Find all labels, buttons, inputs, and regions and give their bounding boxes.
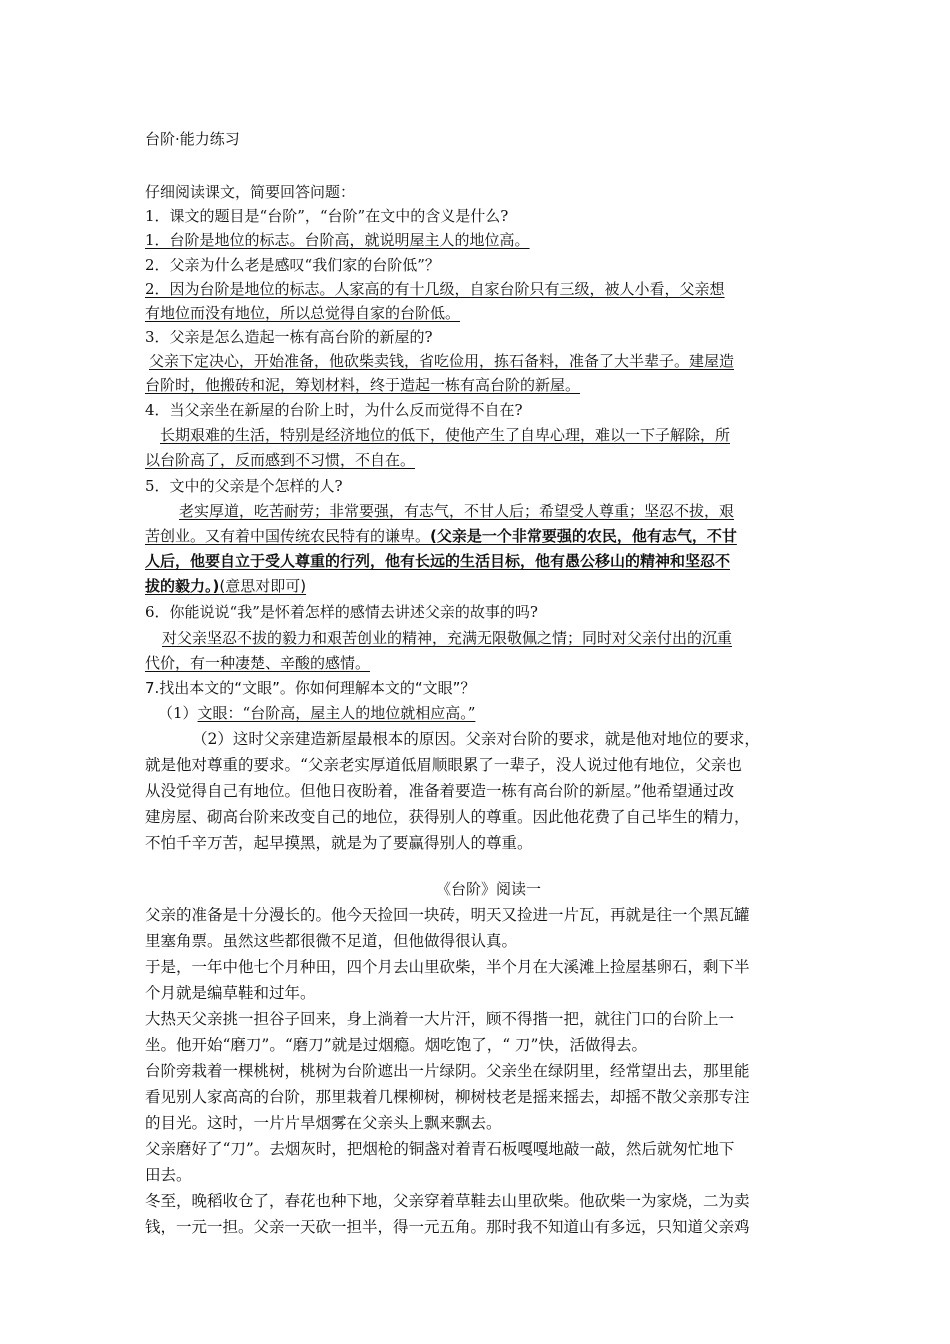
answer-6-line-2: 代价，有一种凄楚、辛酸的感情。 bbox=[145, 654, 371, 672]
reading-line: 台阶旁栽着一棵桃树，桃树为台阶遮出一片绿阴。父亲坐在绿阴里，经常望出去，那里能 bbox=[145, 1062, 750, 1080]
question-7: 7.找出本文的“文眼”。你如何理解本文的“文眼”？ bbox=[145, 679, 476, 697]
answer-7-part-2-line-1: （2）这时父亲建造新屋最根本的原因。父亲对台阶的要求，就是他对地位的要求， bbox=[192, 730, 760, 748]
question-6: 6．你能说说“我”是怀着怎样的感情去讲述父亲的故事的吗? bbox=[145, 603, 538, 621]
answer-5-note: (意思对即可) bbox=[219, 577, 307, 595]
reading-line: 父亲磨好了“刀”。去烟灰时，把烟枪的铜盏对着青石板嘎嘎地敲一敲，然后就匆忙地下 bbox=[145, 1140, 735, 1158]
question-2: 2．父亲为什么老是感叹“我们家的台阶低”？ bbox=[145, 256, 440, 274]
answer-2-line-2: 有地位而没有地位，所以总觉得自家的台阶低。 bbox=[145, 304, 461, 322]
answer-6-line-1: 对父亲坚忍不拔的毅力和艰苦创业的精神，充满无限敬佩之情；同时对父亲付出的沉重 bbox=[162, 629, 733, 647]
instruction-text: 仔细阅读课文，简要回答问题： bbox=[145, 183, 356, 201]
answer-7-part-1 bbox=[158, 701, 475, 725]
answer-5-line-2 bbox=[145, 524, 737, 548]
reading-line: 坐。他开始“磨刀”。“磨刀”就是过烟瘾。烟吃饱了，“ 刀”快，活做得去。 bbox=[145, 1036, 647, 1054]
answer-5-bold-end: 拔的毅力。) bbox=[145, 577, 220, 595]
reading-line: 的目光。这时，一片片旱烟雾在父亲头上飘来飘去。 bbox=[145, 1114, 502, 1132]
answer-3-line-1: 父亲下定决心，开始准备，他砍柴卖钱，省吃俭用，拣石备料，准备了大半辈子。建屋造 bbox=[149, 352, 735, 370]
reading-line: 个月就是编草鞋和过年。 bbox=[145, 984, 316, 1002]
answer-7-part-1-prefix: （1） bbox=[158, 704, 198, 722]
reading-line: 看见别人家高高的台阶，那里栽着几棵柳树，柳树枝老是摇来摇去，却摇不散父亲那专注 bbox=[145, 1088, 750, 1106]
question-5: 5．文中的父亲是个怎样的人? bbox=[145, 477, 343, 495]
answer-7-part-2-line-3: 从没觉得自己有地位。但他日夜盼着，准备着要造一栋有高台阶的新屋。”他希望通过改 bbox=[145, 782, 735, 800]
answer-4-line-1: 长期艰难的生活，特别是经济地位的低下，使他产生了自卑心理，难以一下子解除，所 bbox=[160, 426, 731, 444]
answer-7-part-2-line-4: 建房屋、砌高台阶来改变自己的地位，获得别人的尊重。因此他花费了自己毕生的精力， bbox=[145, 808, 750, 826]
answer-7-part-2-line-2: 就是他对尊重的要求。“父亲老实厚道低眉顺眼累了一辈子，没人说过他有地位，父亲也 bbox=[145, 756, 742, 774]
answer-5-line-1: 老实厚道，吃苦耐劳；非常要强，有志气，不甘人后；希望受人尊重；坚忍不拔，艰 bbox=[179, 502, 735, 520]
question-4: 4．当父亲坐在新屋的台阶上时，为什么反而觉得不自在? bbox=[145, 401, 523, 419]
reading-line: 于是，一年中他七个月种田，四个月去山里砍柴，半个月在大溪滩上捡屋基卵石，剩下半 bbox=[145, 958, 750, 976]
reading-line: 田去。 bbox=[145, 1166, 192, 1184]
question-1: 1．课文的题目是“台阶”，“台阶”在文中的含义是什么? bbox=[145, 207, 509, 225]
answer-2-line-1: 2．因为台阶是地位的标志。人家高的有十几级，自家台阶只有三级，被人小看，父亲想 bbox=[145, 280, 725, 298]
answer-1: 1．台阶是地位的标志。台阶高，就说明屋主人的地位高。 bbox=[145, 231, 530, 249]
answer-7-part-2-line-5: 不怕千辛万苦，起早摸黑，就是为了要赢得别人的尊重。 bbox=[145, 834, 533, 852]
reading-line: 冬至，晚稻收仓了，春花也种下地，父亲穿着草鞋去山里砍柴。他砍柴一为家烧，二为卖 bbox=[145, 1192, 750, 1210]
answer-5-line-4 bbox=[145, 574, 306, 598]
answer-5-text: 苦创业。又有着中国传统农民特有的谦卑。 bbox=[145, 527, 431, 545]
answer-7-part-1-text: 文眼：“台阶高，屋主人的地位就相应高。” bbox=[197, 704, 476, 722]
question-3: 3．父亲是怎么造起一栋有高台阶的新屋的? bbox=[145, 328, 433, 346]
reading-line: 里塞角票。虽然这些都很微不足道，但他做得很认真。 bbox=[145, 932, 518, 950]
answer-5-bold-text: (父亲是一个非常要强的农民，他有志气，不甘 bbox=[430, 527, 737, 545]
reading-line: 钱，一元一担。父亲一天砍一担半，得一元五角。那时我不知道山有多远，只知道父亲鸡 bbox=[145, 1218, 750, 1236]
answer-4-line-2: 以台阶高了，反而感到不习惯，不自在。 bbox=[145, 451, 416, 469]
section-heading: 《台阶》阅读一 bbox=[436, 880, 542, 898]
reading-line: 大热天父亲挑一担谷子回来，身上淌着一大片汗，顾不得揩一把，就往门口的台阶上一 bbox=[145, 1010, 735, 1028]
page-title: 台阶·能力练习 bbox=[145, 130, 240, 148]
answer-5-line-3: 人后，他要自立于受人尊重的行列，他有长远的生活目标，他有愚公移山的精神和坚忍不 bbox=[145, 552, 731, 570]
answer-3-line-2: 台阶时，他搬砖和泥，筹划材料，终于造起一栋有高台阶的新屋。 bbox=[145, 376, 581, 394]
reading-line: 父亲的准备是十分漫长的。他今天捡回一块砖，明天又捡进一片瓦，再就是往一个黑瓦罐 bbox=[145, 906, 750, 924]
